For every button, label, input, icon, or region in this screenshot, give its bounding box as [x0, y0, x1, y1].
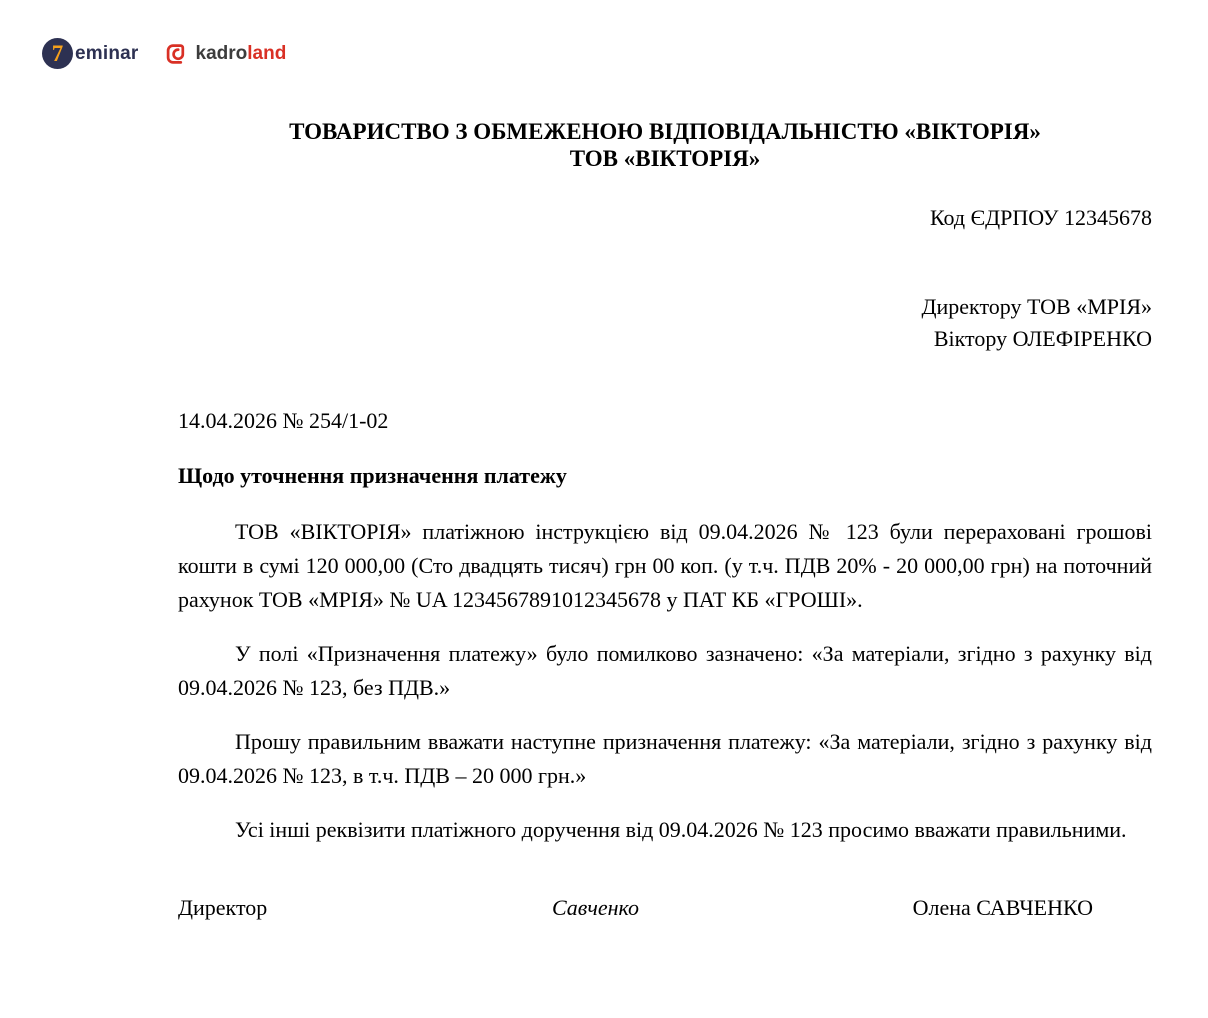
- kadro-part: kadro: [195, 42, 248, 64]
- letter-document: [178, 0, 1152, 925]
- addressee-line-2: Віктору ОЛЕФІРЕНКО: [933, 326, 1152, 351]
- seven-eminar-icon: [42, 38, 73, 69]
- date-and-number: 14.04.2026 № 254/1-02: [178, 408, 389, 433]
- signature-position: Директор: [178, 895, 268, 920]
- signature-name: Олена САВЧЕНКО: [912, 895, 1093, 920]
- company-title-full: ТОВАРИСТВО З ОБМЕЖЕНОЮ ВІДПОВІДАЛЬНІСТЮ «ВІКТОРІЯ»: [289, 119, 1041, 144]
- body-paragraph-3: Прошу правильним вважати наступне призначення платежу: «За матеріали, згідно з рахунку від 09.04.2026 № 123, в т.ч. ПДВ – 20 000 грн.»: [178, 729, 1152, 788]
- seven-eminar-label: eminar: [75, 42, 139, 64]
- signature-handwritten: Савченко: [551, 895, 639, 920]
- seven-digit: 7: [51, 40, 64, 66]
- subject-line: Щодо уточнення призначення платежу: [178, 463, 567, 488]
- addressee-block: [178, 291, 1152, 355]
- body-paragraph-4: Усі інші реквізити платіжного доручення від 09.04.2026 № 123 просимо вважати правильними.: [235, 817, 1127, 842]
- land-part: land: [247, 42, 287, 64]
- seven-eminar-logo[interactable]: [42, 38, 139, 69]
- addressee-line-1: Директору ТОВ «МРІЯ»: [921, 294, 1152, 319]
- company-title-short: ТОВ «ВІКТОРІЯ»: [569, 146, 761, 171]
- body-paragraph-1: ТОВ «ВІКТОРІЯ» платіжною інструкцією від 09.04.2026 № 123 були перераховані грошові кошти в сумі 120 000,00 (Сто двадцять тисяч) грн 00 коп. (у т.ч. ПДВ 20% - 20 000,00 грн) на поточний рахунок ТОВ «МРІЯ» № UA 1234567891012345678 у ПАТ КБ «ГРОШІ».: [178, 519, 1152, 612]
- signature-row: [178, 891, 1152, 925]
- company-title: [178, 118, 1152, 172]
- body-paragraph-2: У полі «Призначення платежу» було помилково зазначено: «За матеріали, згідно з рахунку від 09.04.2026 № 123, без ПДВ.»: [178, 641, 1152, 700]
- edrpou-code: Код ЄДРПОУ 12345678: [929, 205, 1152, 230]
